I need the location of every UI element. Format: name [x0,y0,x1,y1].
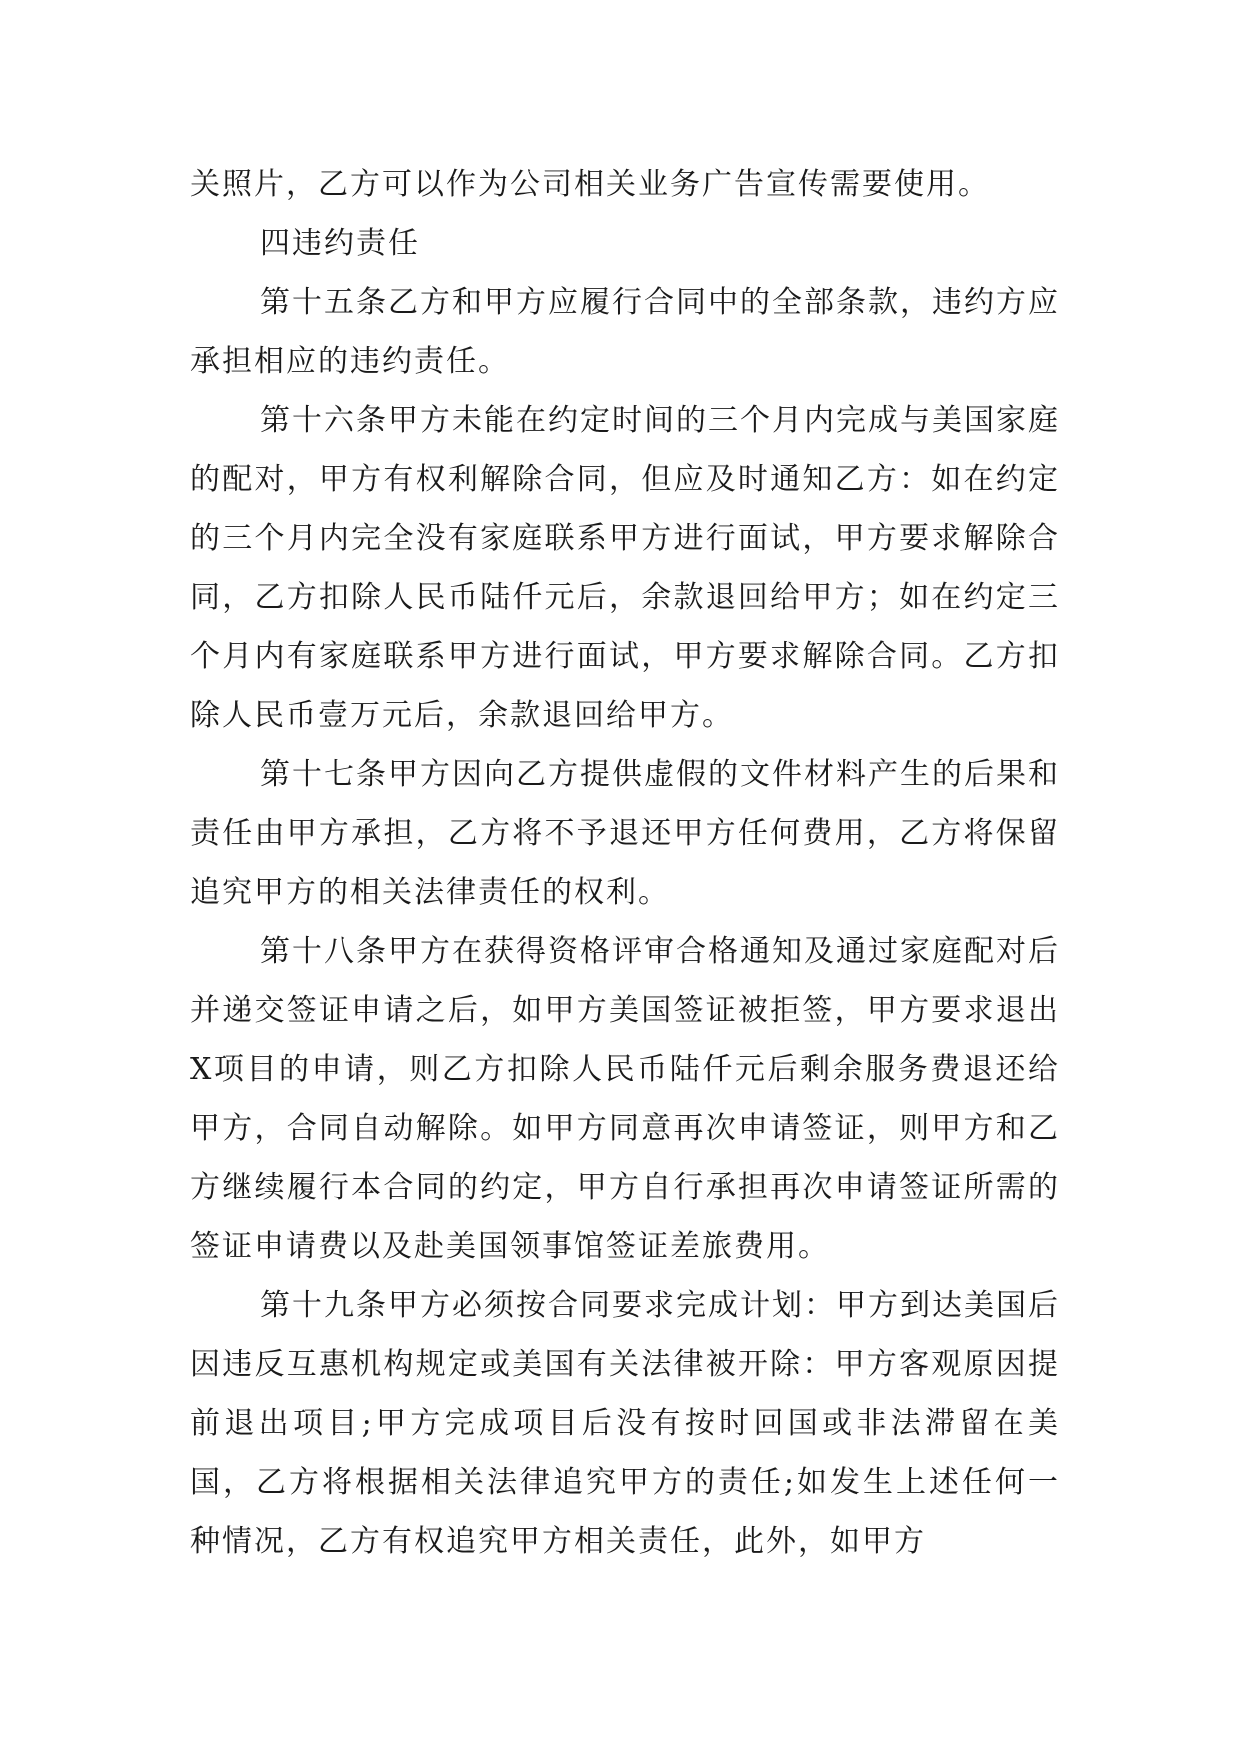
article-16: 第十六条甲方未能在约定时间的三个月内完成与美国家庭的配对，甲方有权利解除合同，但应及时通知乙方：如在约定的三个月内完全没有家庭联系甲方进行面试，甲方要求解除合同，乙方扣除人民币陆仟元后，余款退回给甲方；如在约定三个月内有家庭联系甲方进行面试，甲方要求解除合同。乙方扣除人民币壹万元后，余款退回给甲方。 [190,403,1060,733]
document-page [190,155,1060,1571]
article-19: 第十九条甲方必须按合同要求完成计划：甲方到达美国后因违反互惠机构规定或美国有关法律被开除：甲方客观原因提前退出项目;甲方完成项目后没有按时回国或非法滞留在美国，乙方将根据相关法律追究甲方的责任;如发生上述任何一种情况，乙方有权追究甲方相关责任，此外，如甲方 [190,1288,1060,1559]
article-18: 第十八条甲方在获得资格评审合格通知及通过家庭配对后并递交签证申请之后，如甲方美国签证被拒签，甲方要求退出X项目的申请，则乙方扣除人民币陆仟元后剩余服务费退还给甲方，合同自动解除。如甲方同意再次申请签证，则甲方和乙方继续履行本合同的约定，甲方自行承担再次申请签证所需的签证申请费以及赴美国领事馆签证差旅费用。 [190,934,1060,1264]
article-15: 第十五条乙方和甲方应履行合同中的全部条款，违约方应承担相应的违约责任。 [190,285,1060,379]
paragraph-continuation: 关照片，乙方可以作为公司相关业务广告宣传需要使用。 [190,167,990,202]
section-heading-breach-liability: 四违约责任 [260,226,420,261]
article-17: 第十七条甲方因向乙方提供虚假的文件材料产生的后果和责任由甲方承担，乙方将不予退还甲方任何费用，乙方将保留追究甲方的相关法律责任的权利。 [190,757,1060,910]
